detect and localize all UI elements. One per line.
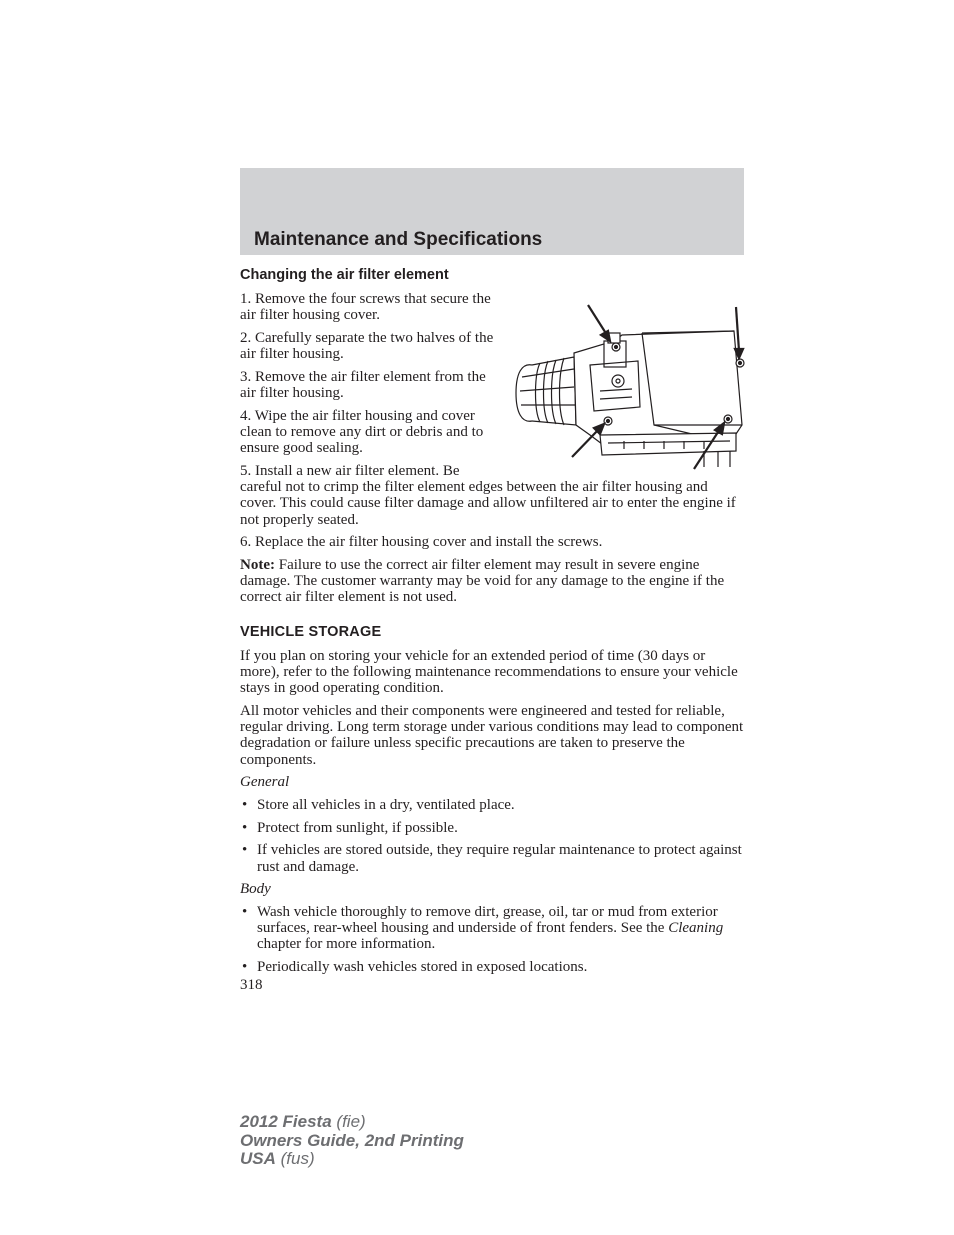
storage-components-paragraph: All motor vehicles and their components were engineered and tested for reliable, regular driving. Long term storage under various conditions may lead to component degradation or failure unless specific precautions are taken to preserve the components. (240, 702, 744, 768)
section-title: Maintenance and Specifications (254, 229, 543, 250)
storage-intro-paragraph: If you plan on storing your vehicle for an extended period of time (30 days or more), refer to the following maintenance recommendations to ensure your vehicle stays in good operating condition. (240, 647, 738, 697)
body-subheading: Body (240, 881, 271, 898)
general-subheading: General (240, 774, 290, 791)
general-bullet-list (240, 797, 744, 875)
footer-line-guide (240, 1132, 464, 1151)
note-label: Note: (240, 557, 275, 574)
footer-guide-name: Owners Guide, 2nd Printing (240, 1130, 464, 1150)
list-item (240, 842, 744, 874)
list-item-text: Wash vehicle thoroughly to remove dirt, grease, oil, tar or mud from exterior surfaces, rear-wheel housing and underside of front fenders. See the (257, 904, 718, 937)
note-paragraph (240, 557, 744, 606)
bullet-icon: • (242, 904, 248, 920)
step-4: 4. Wipe the air filter housing and cover clean to remove any dirt or debris and to ensure good sealing. (240, 407, 484, 457)
air-filter-housing-illustration (504, 295, 754, 473)
note-text: Failure to use the correct air filter element may result in severe engine damage. The customer warranty may be void for any damage to the engine if the correct air filter element is not used. (240, 557, 725, 606)
list-item (240, 820, 744, 836)
bullet-icon: • (242, 819, 248, 836)
page-number: 318 (240, 977, 263, 994)
step-1: 1. Remove the four screws that secure the air filter housing cover. (240, 291, 491, 324)
section-header-band (240, 168, 744, 255)
list-item-text: Protect from sunlight, if possible. (257, 819, 458, 836)
air-filter-heading: Changing the air filter element (240, 267, 449, 283)
step-3: 3. Remove the air filter element from the air filter housing. (240, 369, 486, 402)
vehicle-storage-heading: VEHICLE STORAGE (240, 623, 382, 640)
footer-line-market (240, 1150, 464, 1169)
list-item-text-tail: chapter for more information. (257, 936, 436, 953)
list-item (240, 904, 744, 953)
footer-line-model (240, 1113, 464, 1132)
bullet-icon: • (242, 796, 248, 813)
list-item-text: If vehicles are stored outside, they require regular maintenance to protect against rust and damage. (257, 842, 742, 875)
list-item-text: Periodically wash vehicles stored in exposed locations. (257, 959, 588, 976)
document-footer (240, 1113, 464, 1169)
step-2: 2. Carefully separate the two halves of the air filter housing. (240, 330, 494, 363)
bullet-icon: • (242, 959, 248, 976)
page-content (240, 267, 744, 994)
footer-model-code: (fie) (331, 1112, 366, 1131)
step-5: 5. Install a new air filter element. Be careful not to crimp the filter element edges between the air filter housing and cover. This could cause filter damage and allow unfiltered air to enter the engine if not properly seated. (240, 463, 736, 528)
bullet-icon: • (242, 842, 248, 859)
cleaning-chapter-reference: Cleaning (668, 920, 724, 937)
list-item (240, 959, 744, 975)
step-6: 6. Replace the air filter housing cover and install the screws. (240, 534, 603, 551)
body-bullet-list (240, 904, 744, 975)
list-item-text: Store all vehicles in a dry, ventilated place. (257, 796, 515, 813)
footer-model-name: 2012 Fiesta (240, 1112, 332, 1131)
footer-market-code: (fus) (275, 1149, 315, 1168)
list-item (240, 797, 744, 813)
footer-market-name: USA (240, 1149, 276, 1168)
